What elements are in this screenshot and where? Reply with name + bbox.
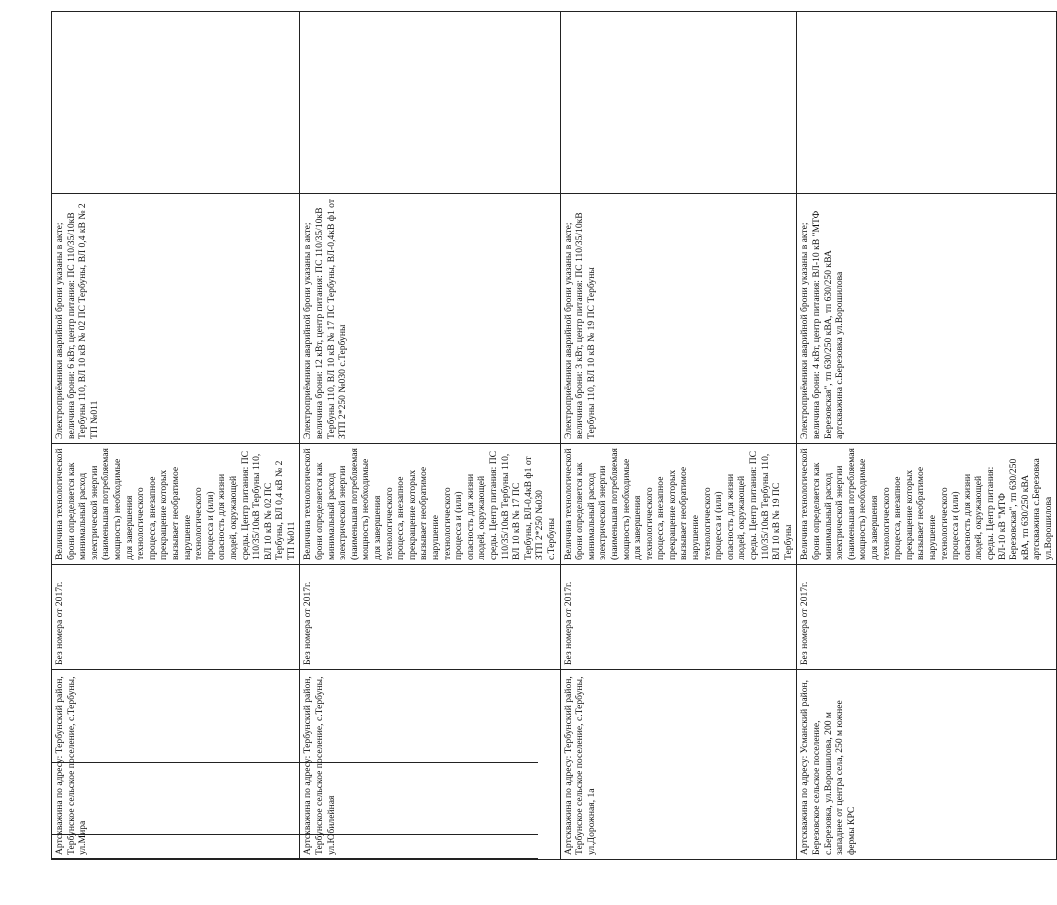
emergency-reserve-table [51,11,1057,860]
cell-address: Артскважина по адресу: Тербунский район, Тербунское сельское поселение, с.Тербуны, ул.Дорожная, 1а [560,670,797,860]
cell-document-number: Без номера от 2017г. [797,565,1057,670]
cell-address: Артскважина по адресу: Тербунский район, Тербунское сельское поселение, с.Тербуны, ул.Юбилейная [300,670,560,860]
table-row [52,12,300,860]
cell-empty [300,12,560,194]
cell-emergency-reserve: Электроприёмники аварийной брони указаны в акте; величина брони: 6 кВт, центр питания: ПС 110/35/10кВ Тербуны 110, ВЛ 10 кВ № 02 ПС Тербуны, ВЛ 0,4 кВ № 2 ТП №011 [52,194,300,444]
cell-technological-reserve: Величина технологической брони определяется как минимальный расход электрической энергии (наименьшая потребляемая мощность) необходимые для завершения технологического процесса, внезапное прекращение которых вызывает необратимое нарушение технологического процесса и (или) опасность для жизни людей, окружающей среды. Центр питания: ПС 110/35/10кВ Тербуны 110, ВЛ 10 кВ № 17 ПС Тербуны, ВЛ-0,4кВ ф1 от ЗТП 2*250 №030 с.Тербуны [300,444,560,565]
cell-emergency-reserve: Электроприёмники аварийной брони указаны в акте; величина брони: 4 кВт, центр питания: ВЛ-10 кВ "МТФ Березовская", тп 630/250 кВА, тп 630/250 кВА артскважина с.Березовка ул.Ворошилова [797,194,1057,444]
cell-address: Артскважина по адресу: Усманский район, Березовское сельское поселение, с.Березовка, ул.Ворошилова, 200 м западнее от центра села, 250 м южнее фермы КРС [797,670,1057,860]
rotated-table-container [51,12,1054,860]
cell-empty [797,12,1057,194]
table-row [560,12,797,860]
cell-emergency-reserve: Электроприёмники аварийной брони указаны в акте; величина брони: 12 кВт, центр питания: ПС 110/35/10кВ Тербуны 110, ВЛ 10 кВ № 17 ПС Тербуны, ВЛ-0,4кВ ф1 от ЗТП 2*250 №030 с.Тербуны [300,194,560,444]
cell-document-number: Без номера от 2017г. [52,565,300,670]
cell-document-number: Без номера от 2017г. [300,565,560,670]
cell-empty [560,12,797,194]
cell-technological-reserve: Величина технологической брони определяется как минимальный расход электрической энергии (наименьшая потребляемая мощность) необходимые для завершения технологического процесса, внезапное прекращение которых вызывает необратимое нарушение технологического процесса и (или) опасность для жизни людей, окружающей среды. Центр питания: ПС 110/35/10кВ Тербуны 110, ВЛ 10 кВ № 19 ПС Тербуны [560,444,797,565]
cell-technological-reserve: Величина технологической брони определяется как минимальный расход электрической энергии (наименьшая потребляемая мощность) необходимые для завершения технологического процесса, внезапное прекращение которых вызывает необратимое нарушение технологического процесса и (или) опасность для жизни людей, окружающей среды. Центр питания: ПС 110/35/10кВ Тербуны 110, ВЛ 10 кВ № 02 ПС Тербуны, ВЛ 0,4 кВ № 2 ТП №011 [52,444,300,565]
cell-address: Артскважина по адресу: Тербунский район, Тербунское сельское поселение, с.Тербуны, ул.Мира [52,670,300,860]
cell-emergency-reserve: Электроприёмники аварийной брони указаны в акте; величина брони: 3 кВт, центр питания: ПС 110/35/10кВ Тербуны 110, ВЛ 10 кВ № 19 ПС Тербуны [560,194,797,444]
table-row [797,12,1057,860]
cell-document-number: Без номера от 2017г. [560,565,797,670]
cell-empty [52,12,300,194]
cell-technological-reserve: Величина технологической брони определяется как минимальный расход электрической энергии (наименьшая потребляемая мощность) необходимые для завершения технологического процесса, внезапное прекращение которых вызывает необратимое нарушение технологического процесса и (или) опасность для жизни людей, окружающей среды. Центр питания: ВЛ-10 кВ "МТФ Березовская", тп 630/250 кВА, тп 630/250 кВА артскважина с.Березовка ул.Ворошилова [797,444,1057,565]
table-row [300,12,560,860]
